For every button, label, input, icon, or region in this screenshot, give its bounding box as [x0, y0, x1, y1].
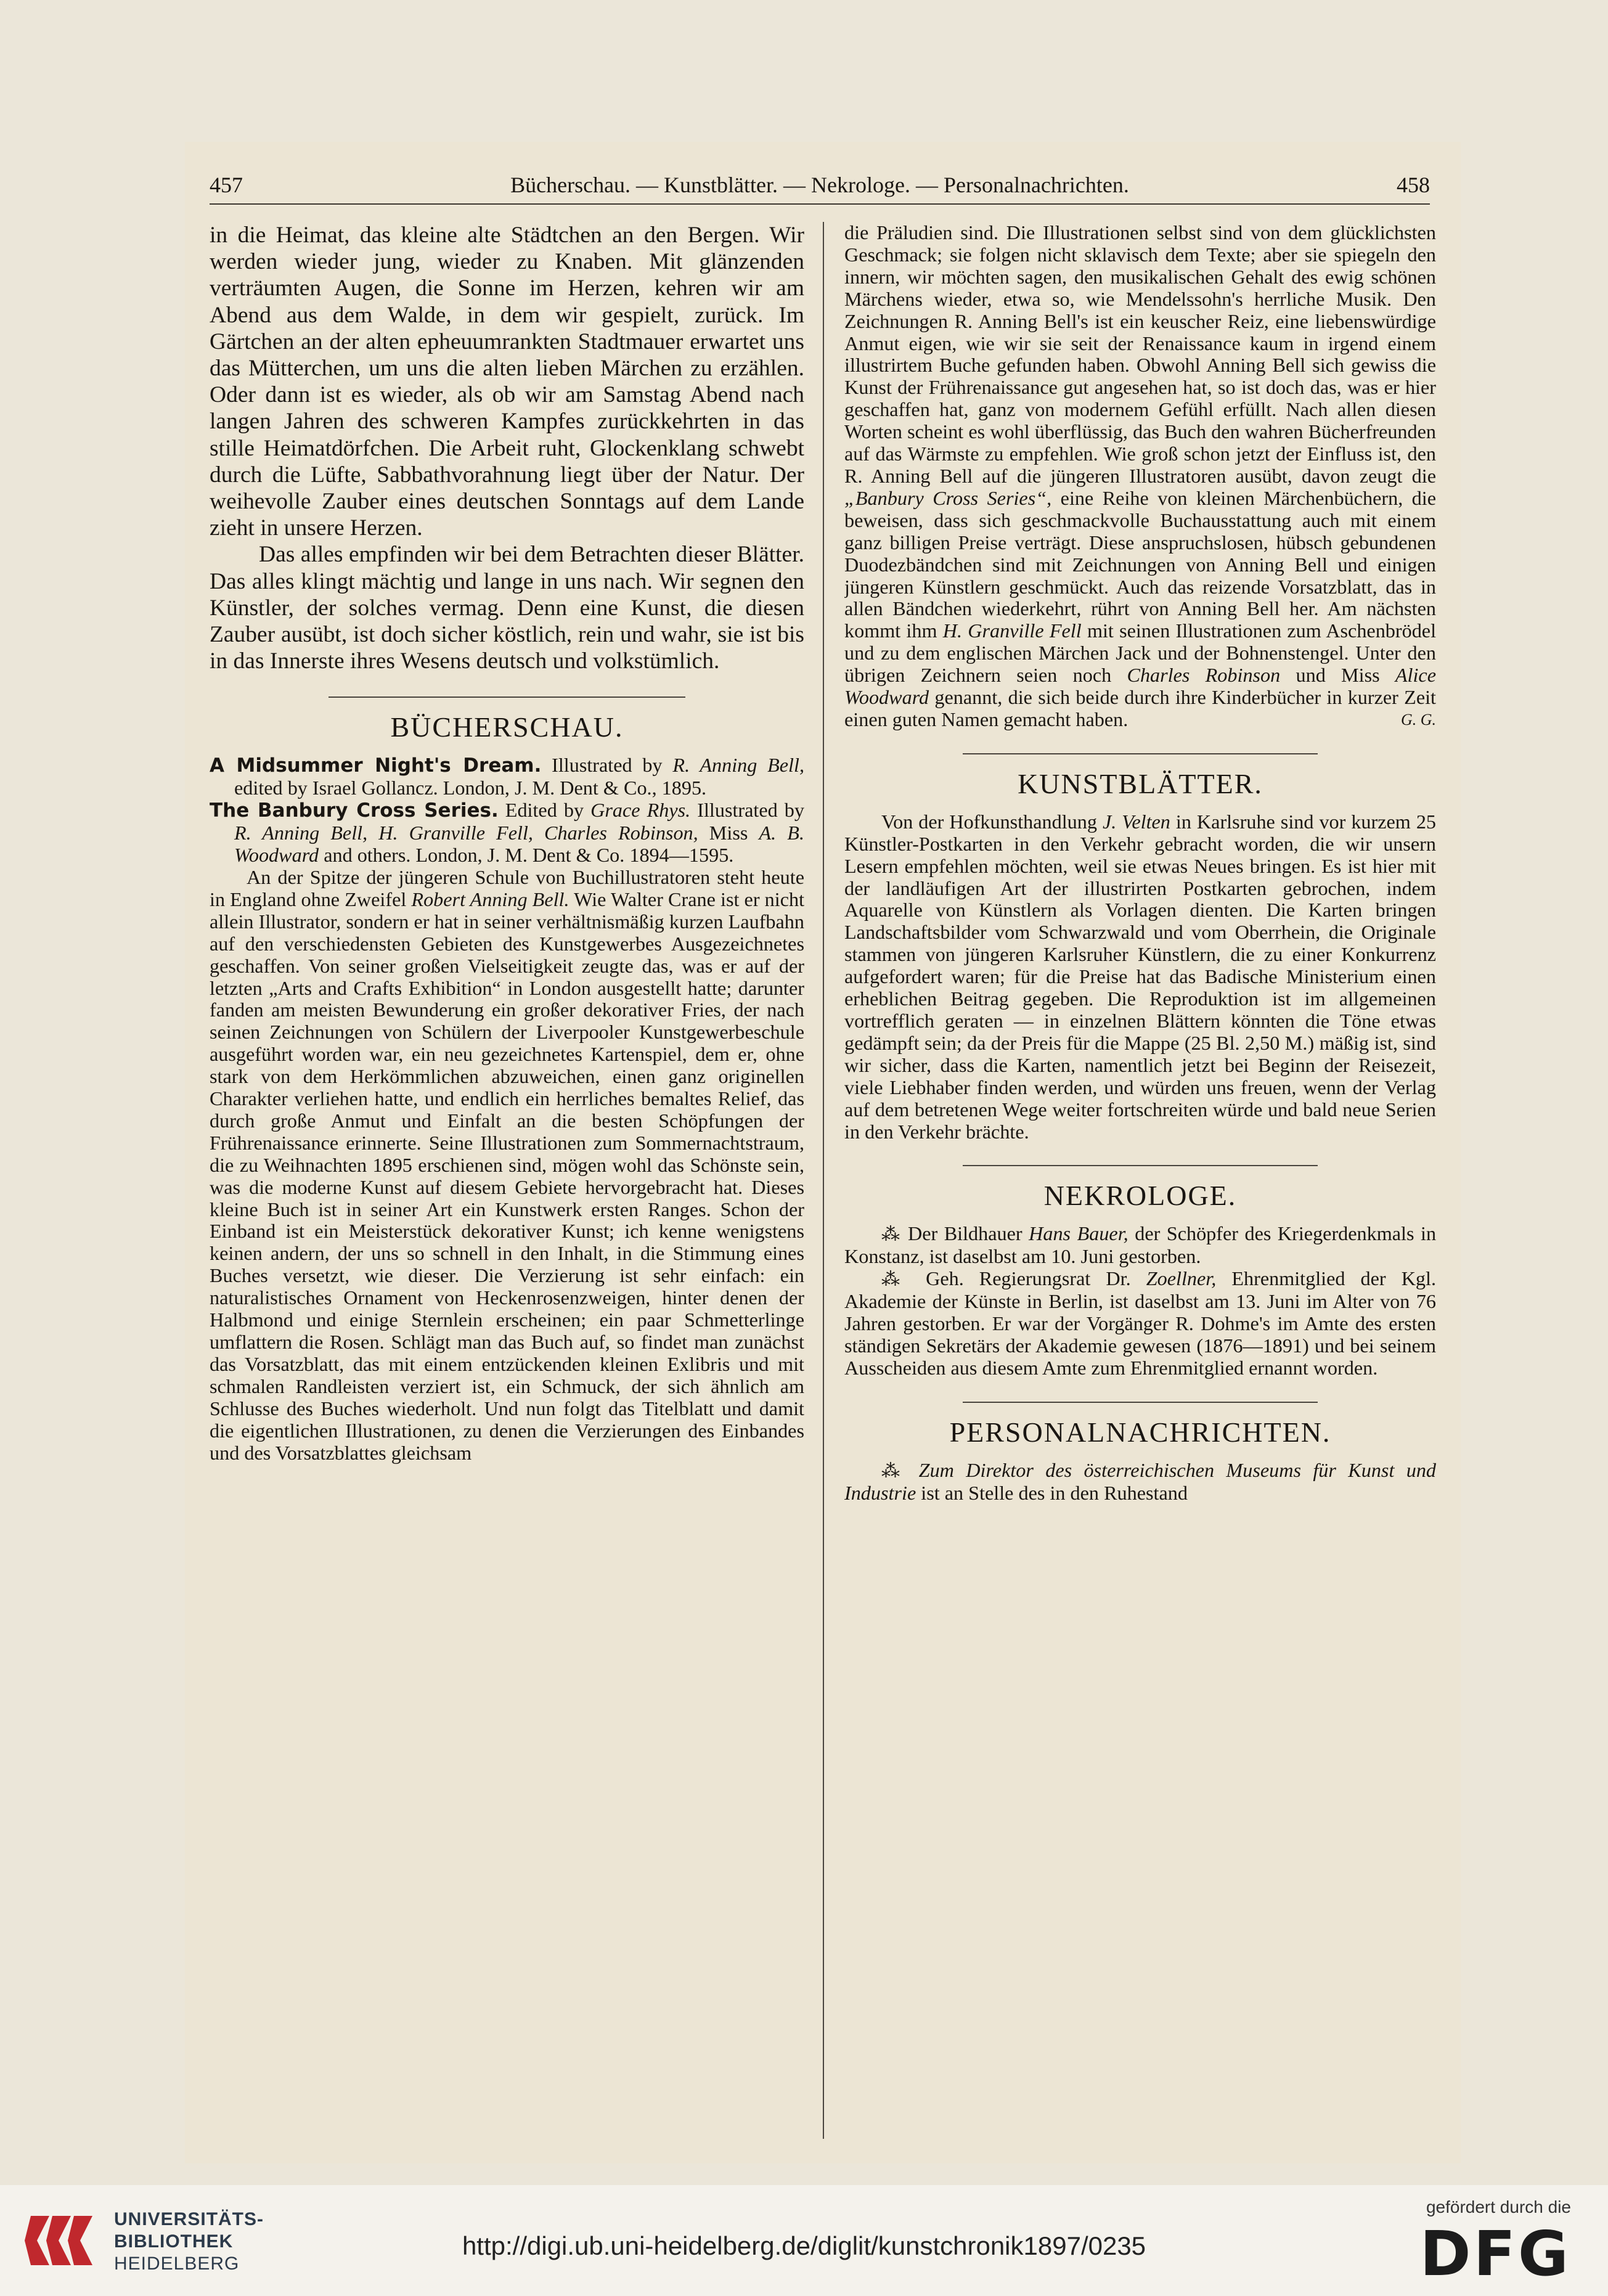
page-number-left: 457 [210, 173, 243, 197]
article-paragraph: Das alles empfinden wir bei dem Betrachten dieser Blätter. Das alles klingt mächtig und lange in uns nach. Wir segnen den Künstler, der solches vermag. Denn eine Kunst, die diesen Zauber ausübt, ist doch sicher köstlich, rein und wahr, sie ist bis in das Innerste ihres Wesens deutsch und volkstümlich. [210, 542, 804, 674]
asterism-mark: ⁂ [881, 1224, 902, 1245]
news-paragraph: Von der Hofkunsthandlung J. Velten in Karlsruhe sind vor kurzem 25 Künstler-Postkarten in den Verkehr gebracht worden, die wir unsern Lesern empfehlen möchten, weil sie etwas Neues bringen. Es ist hier mit der landläufigen Art der illustrirten Postkarten gebrochen, indem Aquarelle von Künstlern als Vorlagen dienten. Die Karten bringen Landschaftsbilder vom Schwarzwald und vom Oberrhein, die Originale stammen von jüngeren Karlsruher Künstlern, die zu einer Konkurrenz aufgefordert waren; für die Preise hat das Badische Ministerium einen erheblichen Beitrag gegeben. Die Reproduktion ist im allgemeinen vortrefflich geraten — in einzelnen Blättern könnten die Töne etwas gedämpft sein; da der Preis für die Mappe (25 Bl. 2,50 M.) mäßig ist, sind wir sicher, dass die Karten, namentlich jetzt bei Beginn der Reisezeit, viele Liebhaber finden werden, und würden uns freuen, wenn der Verlag auf dem betretenen Wege weiter fortschreiten würde und bald neue Serien in den Verkehr brächte. [844, 810, 1436, 1143]
person-name: Hans Bauer, [1029, 1222, 1128, 1245]
publisher-name: J. Velten [1102, 810, 1170, 833]
person-name: Zoellner, [1146, 1267, 1217, 1290]
series-title: „Banbury Cross Series“, [844, 486, 1052, 509]
permalink-url[interactable]: http://digi.ub.uni-heidelberg.de/diglit/kunstchronik1897/0235 [462, 2231, 1146, 2260]
scanned-page [185, 142, 1461, 2163]
running-title: Bücherschau. — Kunstblätter. — Nekrologe. — Personalnachrichten. [510, 173, 1129, 197]
section-heading-personalnachrichten: PERSONALNACHRICHTEN. [949, 1416, 1331, 1448]
left-column [210, 222, 804, 2145]
section-divider [963, 753, 1318, 754]
book-entry: The Banbury Cross Series. Edited by Grace Rhys. Illustrated by R. Anning Bell, H. Granville Fell, Charles Robinson, Miss A. B. Woodward and others. London, J. M. Dent & Co. 1894—1595. [210, 799, 804, 867]
article-paragraph: in die Heimat, das kleine alte Städtchen an den Bergen. Wir werden wieder jung, wieder zu Knaben. Mit glänzenden verträumten Augen, die Sonne im Herzen, kehren wir am Abend aus dem Walde, in dem wir gespielt, zurück. Im Gärtchen an der alten epheuumrankten Stadtmauer erwartet uns das Mütterchen, um uns die alten lieben Märchen zu erzählen. Oder dann ist es wieder, als ob wir am Samstag Abend nach langen Jahren des schweren Kampfes zurückkehrten in das stille Heimatdörfchen. Die Arbeit ruht, Glockenklang schwebt durch die Lüfte, Sabbathvorahnung liegt über der Natur. Der weihevolle Zauber eines deutschen Sonntags auf dem Lande zieht in unsere Herzen. [210, 223, 804, 541]
section-divider [329, 697, 685, 698]
section-divider [963, 1165, 1318, 1166]
book-title: A Midsummer Night's Dream. [210, 754, 542, 777]
asterism-mark: ⁂ [881, 1269, 911, 1290]
library-name: UNIVERSITÄTS- BIBLIOTHEK HEIDELBERG [114, 2209, 264, 2274]
obituary-entry: ⁂ Geh. Regierungsrat Dr. Zoellner, Ehrenmitglied der Kgl. Akademie der Künste in Berlin, ist daselbst am 13. Juni im Alter von 76 Jahren gestorben. Er war der Vorgänger R. Dohme's im Amte des ersten ständigen Sekretärs der Akademie gewesen (1876—1891) und bei seinem Ausscheiden aus diesem Amte zum Ehrenmitglied ernannt worden. [844, 1267, 1436, 1379]
section-divider [963, 1402, 1318, 1403]
section-heading-buecherschau: BÜCHERSCHAU. [390, 711, 624, 743]
artist-name: Charles Robinson [1127, 664, 1281, 687]
artist-name: Robert Anning Bell. [411, 888, 569, 910]
book-title: The Banbury Cross Series. [210, 799, 499, 822]
right-column [844, 222, 1436, 2145]
review-continuation: die Präludien sind. Die Illustrationen selbst sind von dem glücklichsten Geschmack; sie folgen nicht sklavisch dem Texte; aber sie spiegeln den innern, wir möchten sagen, den musikalischen Gehalt des ewig schönen Märchens wieder, etwa so, wie Mendelssohn's herrliche Musik. Den Zeichnungen R. Anning Bell's ist ein keuscher Reiz, eine liebenswürdige Anmut eigen, wie wir sie seit der Renaissance kaum in irgend einem illustrirtem Buche gefunden haben. Obwohl Anning Bell sich gewiss die Kunst der Frührenaissance gut angesehen hat, so ist doch das, was er hier geschaffen hat, ganz von modernem Gefühl erfüllt. Nach allen diesen Worten scheint es wohl überflüssig, das Buch den wahren Bücherfreunden auf das Wärmste zu empfehlen. Wie groß schon jetzt der Einfluss ist, den R. Anning Bell auf die jüngeren Illustratoren ausübt, davon zeugt die „Banbury Cross Series“, eine Reihe von kleinen Märchenbüchern, die beweisen, dass sich geschmackvolle Buchausstattung auch mit einem ganz billigen Preise verträgt. Diese anspruchslosen, hübsch gebundenen Duodezbändchen sind mit Zeichnungen von Anning Bell und einigen jüngeren Künstlern geschmückt. Auch das reizende Vorsatzblatt, das in allen Bändchen wiederkehrt, rührt von Anning Bell her. Am nächsten kommt ihm H. Granville Fell mit seinen Illustrationen zum Aschenbrödel und zu dem englischen Märchen Jack und der Bohnenstengel. Unter den übrigen Zeichnern seien noch Charles Robinson und Miss Alice Woodward genannt, die sich beide durch ihre Kinderbücher in kurzer Zeit einen guten Namen gemacht haben. G. G. [844, 222, 1436, 730]
obituary-entry: ⁂ Der Bildhauer Hans Bauer, der Schöpfer des Kriegerdenkmals in Konstanz, ist daselbst am 10. Juni gestorben. [844, 1222, 1436, 1268]
section-heading-nekrologe: NEKROLOGE. [1043, 1180, 1237, 1212]
dfg-logo: DFG [1419, 2218, 1571, 2290]
column-divider [823, 222, 824, 2139]
book-entry: A Midsummer Night's Dream. Illustrated by R. Anning Bell, edited by Israel Gollancz. London, J. M. Dent & Co., 1895. [210, 754, 804, 799]
page-number-right: 458 [1397, 173, 1430, 197]
personnel-entry: ⁂ Zum Direktor des österreichischen Museums für Kunst und Industrie ist an Stelle des in den Ruhestand [844, 1458, 1436, 1504]
position-title: Zum Direktor des österreichischen Museums für Kunst und Industrie [844, 1458, 1436, 1504]
section-heading-kunstblaetter: KUNSTBLÄTTER. [1018, 767, 1263, 799]
artist-name: Alice Woodward [844, 664, 1436, 709]
artist-name: H. Granville Fell [942, 619, 1082, 642]
illustrator-name: A. B. Woodward [234, 822, 804, 867]
author-name: R. Anning Bell, [672, 754, 804, 777]
funding-caption: gefördert durch die [1426, 2197, 1571, 2216]
page-header [210, 166, 1430, 205]
illustrator-names: R. Anning Bell, H. Granville Fell, Charles Robinson, [234, 822, 698, 844]
author-signature: G. G. [1400, 710, 1436, 729]
editor-name: Grace Rhys. [590, 799, 691, 822]
viewer-footer [0, 2185, 1608, 2296]
asterism-mark: ⁂ [881, 1460, 907, 1481]
review-paragraph: An der Spitze der jüngeren Schule von Buchillustratoren steht heute in England ohne Zweifel Robert Anning Bell. Wie Walter Crane ist er nicht allein Illustrator, sondern er hat in seiner verhältnismäßig kurzen Laufbahn auf den verschiedensten Gebieten des Kunstgewerbes Ausgezeichnetes geschaffen. Von seiner großen Vielseitigkeit zeugte das, was er auf der letzten „Arts and Crafts Exhibition“ in London ausgestellt hatte; darunter fanden am meisten Bewunderung ein großer dekorativer Fries, der nach seinen Zeichnungen von Schülern der Liverpooler Kunstgewerbeschule ausgeführt worden war, ein neu gezeichnetes Kartenspiel, dem er, ohne stark von dem Herkömmlichen abzuweichen, einen ganz originellen Charakter verliehen hatte, und endlich ein herrliches bemaltes Relief, das durch große Anmut und Einfalt an die besten Schöpfungen der Frührenaissance erinnerte. Seine Illustrationen zum Sommernachtstraum, die zu Weihnachten 1895 erschienen sind, mögen wohl das Schönste sein, was die moderne Kunst auf diesem Gebiete hervorgebracht hat. Dieses kleine Buch ist in seiner Art ein Kunstwerk ersten Ranges. Schon der Einband ist ein Meisterstück dekorativer Kunst; ich kenne wenigstens keinen andern, der uns so schnell in den Inhalt, in die Stimmung eines Buches versetzt, wie dieser. Die Verzierung ist sehr einfach: ein naturalistisches Ornament von Heckenrosenzweigen, hinter denen der Halbmond und einige Sternlein erscheinen; ein paar Schmetterlinge umflattern die Rosen. Schlägt man das Buch auf, so findet man zunächst das Vorsatzblatt, das mit einem entzückenden kleinen Exlibris und mit schmalen Randleisten verziert ist, ein Schmuck, der sich ähnlich am Schlusse des Buches wiederholt. Und nun folgt das Titelblatt und damit die eigentlichen Illustrationen, zu denen die Verzierungen des Einbandes und des Vorsatzblattes gleichsam [210, 865, 804, 1464]
